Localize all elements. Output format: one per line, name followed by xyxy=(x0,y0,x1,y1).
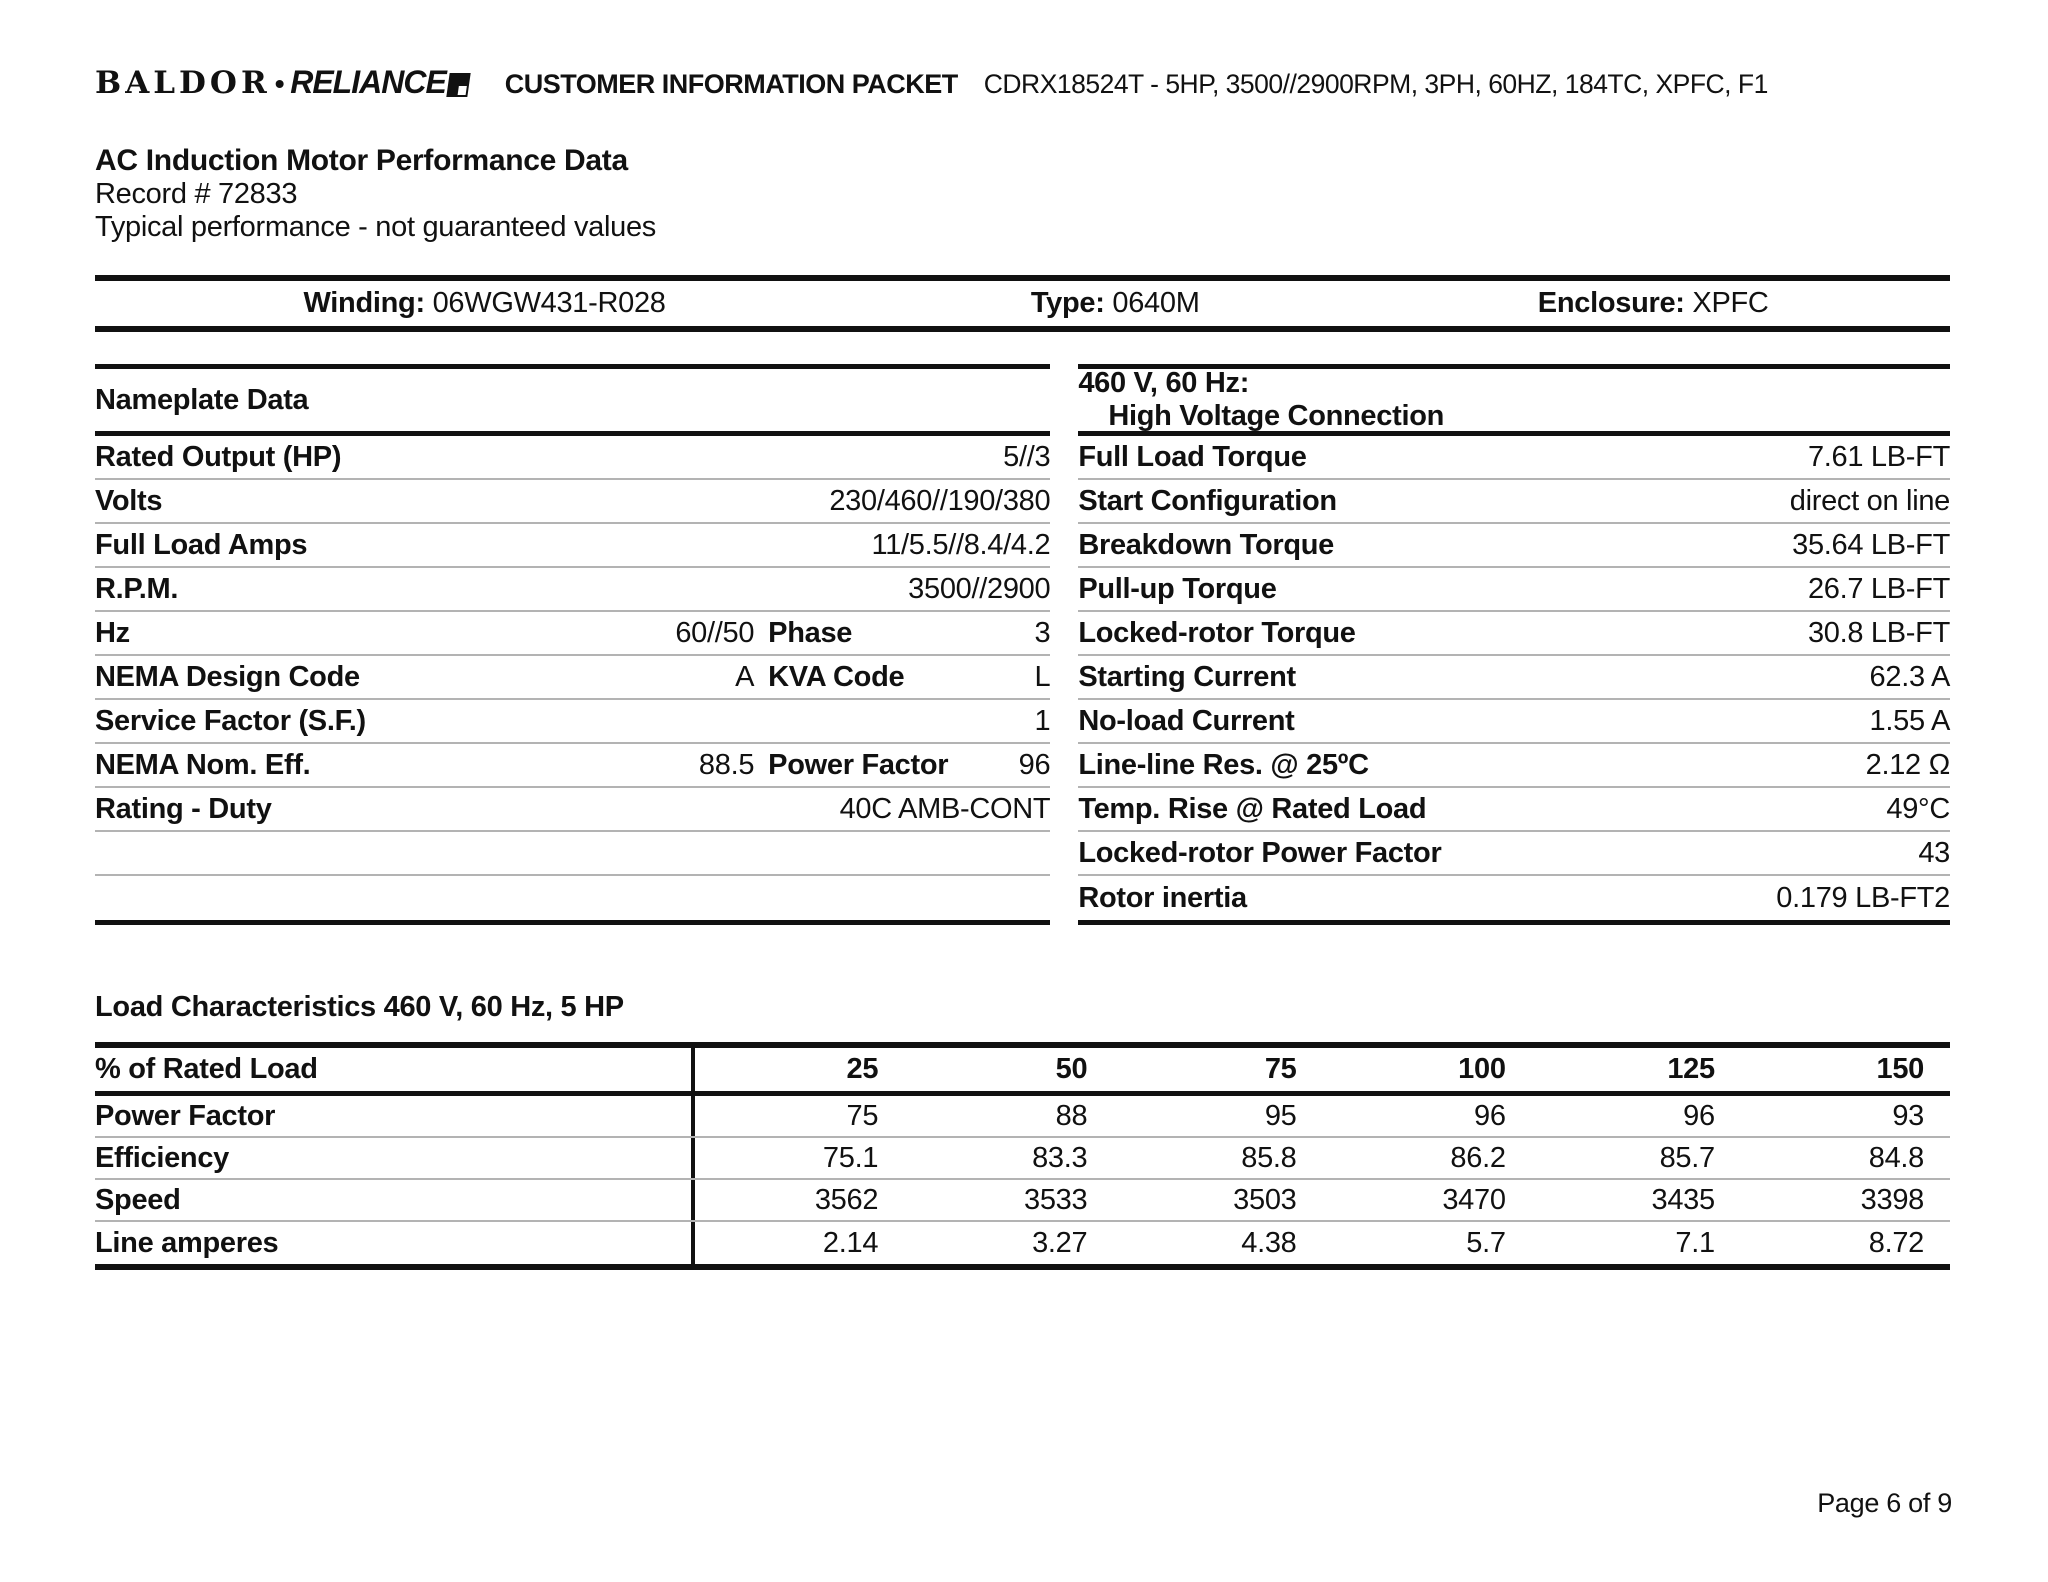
table-row xyxy=(1078,436,1950,480)
row-label: Service Factor (S.F.) xyxy=(95,704,366,737)
table-row xyxy=(1078,612,1950,656)
column-header: 50 xyxy=(1055,1053,1088,1085)
performance-note: Typical performance - not guaranteed values xyxy=(95,211,656,243)
row-label: Line amperes xyxy=(95,1222,695,1264)
row-label: NEMA Design Code xyxy=(95,660,360,693)
row-value: 49°C xyxy=(1886,792,1950,825)
nameplate-data-table xyxy=(95,364,1050,925)
row-label: Rotor inertia xyxy=(1078,881,1247,914)
cell-value: 93 xyxy=(1892,1099,1924,1132)
cell-value: 3398 xyxy=(1860,1183,1924,1216)
logo-dot: • xyxy=(274,68,285,99)
row-mid-value: A xyxy=(735,660,755,693)
page-number: Page 6 of 9 xyxy=(1817,1488,1952,1518)
row-label: Locked-rotor Power Factor xyxy=(1078,836,1442,869)
row-value: 1.55 A xyxy=(1869,704,1950,737)
row-value: 11/5.5//8.4/4.2 xyxy=(871,528,1051,561)
cell-value: 5.7 xyxy=(1466,1226,1506,1259)
column-header: 125 xyxy=(1667,1053,1715,1085)
row-label2: Phase xyxy=(768,616,853,649)
table-row xyxy=(1078,876,1950,920)
cell-value: 84.8 xyxy=(1868,1141,1924,1174)
cell-value: 4.38 xyxy=(1241,1226,1297,1259)
cell-value: 96 xyxy=(1473,1099,1506,1132)
load-table-header-row xyxy=(95,1048,1950,1096)
row-value: 5//3 xyxy=(1003,440,1051,473)
nameplate-heading-text: Nameplate Data xyxy=(95,383,309,416)
row-value: 35.64 LB-FT xyxy=(1792,528,1950,561)
cell-value: 85.7 xyxy=(1659,1141,1715,1174)
row-label: Full Load Torque xyxy=(1078,440,1307,473)
table-row xyxy=(95,568,1050,612)
row-label: Temp. Rise @ Rated Load xyxy=(1078,792,1427,825)
document-header xyxy=(95,64,1950,101)
row-label2: Power Factor xyxy=(768,748,949,781)
page-title: AC Induction Motor Performance Data xyxy=(95,144,628,177)
table-row xyxy=(1078,568,1950,612)
enclosure-cell xyxy=(1356,287,1950,320)
row-label2: KVA Code xyxy=(768,660,905,693)
row-value: 96 xyxy=(1018,748,1051,781)
row-value: 0.179 LB-FT2 xyxy=(1776,881,1950,914)
connection-heading xyxy=(1078,364,1950,436)
row-label: Pull-up Torque xyxy=(1078,572,1277,605)
title-block xyxy=(95,143,1950,244)
baldor-reliance-logo xyxy=(95,64,469,101)
enclosure-label: Enclosure: xyxy=(1537,287,1685,319)
row-value: 43 xyxy=(1918,836,1950,869)
cell-value: 3435 xyxy=(1651,1183,1715,1216)
enclosure-value: XPFC xyxy=(1684,287,1769,319)
row-value: 7.61 LB-FT xyxy=(1807,440,1950,473)
row-value: 30.8 LB-FT xyxy=(1807,616,1950,649)
row-value: 2.12 Ω xyxy=(1865,748,1950,781)
table-row xyxy=(1078,788,1950,832)
cell-value: 3533 xyxy=(1024,1183,1088,1216)
row-value: direct on line xyxy=(1789,484,1950,517)
connection-heading-line1: 460 V, 60 Hz: xyxy=(1078,367,1250,399)
row-value: 62.3 A xyxy=(1869,660,1950,693)
record-number: Record # 72833 xyxy=(95,178,298,210)
row-label: Volts xyxy=(95,484,163,517)
table-row xyxy=(95,1222,1950,1264)
row-mid-value: 60//50 xyxy=(675,616,755,649)
table-row xyxy=(95,480,1050,524)
row-label: NEMA Nom. Eff. xyxy=(95,748,311,781)
row-label: Speed xyxy=(95,1180,695,1220)
reliance-mark-icon xyxy=(446,73,470,97)
table-row xyxy=(95,524,1050,568)
row-value: 230/460//190/380 xyxy=(829,484,1051,517)
winding-cell xyxy=(95,287,874,320)
table-row xyxy=(1078,832,1950,876)
table-row xyxy=(95,1138,1950,1180)
row-label: Efficiency xyxy=(95,1138,695,1178)
type-cell xyxy=(874,287,1356,320)
high-voltage-connection-table xyxy=(1078,364,1950,925)
row-label: Line-line Res. @ 25ºC xyxy=(1078,748,1369,781)
table-row xyxy=(95,612,1050,656)
column-header: 25 xyxy=(846,1053,879,1085)
row-label: Rated Output (HP) xyxy=(95,440,342,473)
logo-baldor-text: BALDOR xyxy=(95,65,271,101)
table-row xyxy=(1078,480,1950,524)
table-row xyxy=(95,744,1050,788)
cell-value: 3503 xyxy=(1233,1183,1297,1216)
table-row-empty xyxy=(95,832,1050,876)
column-header: 75 xyxy=(1264,1053,1297,1085)
cell-value: 95 xyxy=(1264,1099,1297,1132)
cell-value: 8.72 xyxy=(1868,1226,1924,1259)
cell-value: 3.27 xyxy=(1032,1226,1088,1259)
row-label: No-load Current xyxy=(1078,704,1295,737)
packet-title: CUSTOMER INFORMATION PACKET xyxy=(504,69,958,99)
connection-heading-line2: High Voltage Connection xyxy=(1108,400,1445,432)
cell-value: 88 xyxy=(1055,1099,1088,1132)
cell-value: 85.8 xyxy=(1241,1141,1297,1174)
table-row xyxy=(1078,656,1950,700)
row-label: Starting Current xyxy=(1078,660,1296,693)
table-row xyxy=(1078,700,1950,744)
row-value: 26.7 LB-FT xyxy=(1807,572,1950,605)
row-value: 3500//2900 xyxy=(908,572,1051,605)
row-label: Hz xyxy=(95,616,130,649)
cell-value: 3470 xyxy=(1442,1183,1506,1216)
cell-value: 3562 xyxy=(814,1183,879,1216)
load-header-label: % of Rated Load xyxy=(95,1048,695,1091)
cell-value: 75 xyxy=(846,1099,879,1132)
table-row xyxy=(95,700,1050,744)
table-row xyxy=(95,1096,1950,1138)
table-row xyxy=(95,436,1050,480)
table-row xyxy=(95,788,1050,832)
row-value: 40C AMB-CONT xyxy=(839,792,1051,825)
row-label: Locked-rotor Torque xyxy=(1078,616,1356,649)
nameplate-heading xyxy=(95,364,1050,436)
column-header: 150 xyxy=(1876,1053,1924,1085)
column-header: 100 xyxy=(1458,1053,1506,1085)
table-row xyxy=(95,1180,1950,1222)
model-description: CDRX18524T - 5HP, 3500//2900RPM, 3PH, 60HZ, 184TC, XPFC, F1 xyxy=(983,69,1768,99)
row-value: 3 xyxy=(1034,616,1051,649)
type-value: 0640M xyxy=(1104,287,1200,319)
load-characteristics-title: Load Characteristics 460 V, 60 Hz, 5 HP xyxy=(95,991,624,1023)
row-label: Rating - Duty xyxy=(95,792,272,825)
row-label: Start Configuration xyxy=(1078,484,1337,517)
row-mid-value: 88.5 xyxy=(698,748,755,781)
row-value: 1 xyxy=(1034,704,1051,737)
table-row xyxy=(95,656,1050,700)
type-label: Type: xyxy=(1030,287,1105,319)
cell-value: 86.2 xyxy=(1450,1141,1506,1174)
cell-value: 83.3 xyxy=(1032,1141,1088,1174)
logo-reliance-text: RELIANCE xyxy=(290,64,446,100)
row-label: Power Factor xyxy=(95,1096,695,1136)
load-characteristics-table xyxy=(95,1042,1950,1270)
cell-value: 75.1 xyxy=(822,1141,879,1174)
cell-value: 96 xyxy=(1683,1099,1715,1132)
cell-value: 7.1 xyxy=(1675,1226,1715,1259)
cell-value: 2.14 xyxy=(822,1226,879,1259)
row-label: Full Load Amps xyxy=(95,528,308,561)
row-label: R.P.M. xyxy=(95,572,179,605)
table-row xyxy=(1078,744,1950,788)
table-row-empty xyxy=(95,876,1050,920)
row-value: L xyxy=(1034,660,1051,693)
winding-label: Winding: xyxy=(303,287,425,319)
winding-type-enclosure-bar xyxy=(95,275,1950,332)
row-label: Breakdown Torque xyxy=(1078,528,1335,561)
winding-value: 06WGW431-R028 xyxy=(424,287,666,319)
table-row xyxy=(1078,524,1950,568)
